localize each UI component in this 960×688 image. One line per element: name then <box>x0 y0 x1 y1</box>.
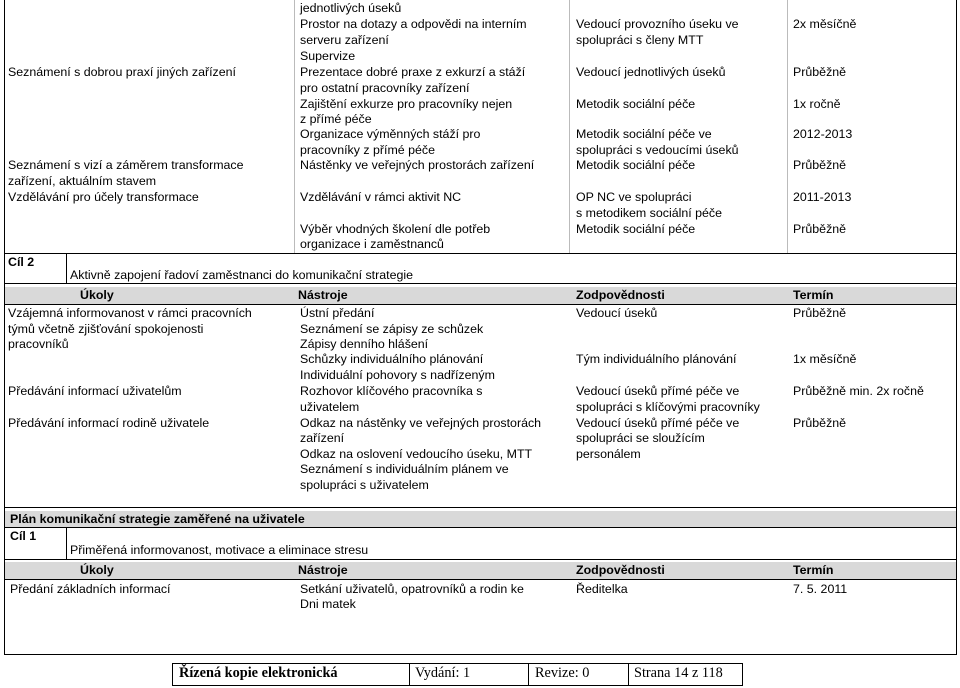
responsibility-line: spolupráci s klíčovými pracovníky <box>576 400 760 414</box>
task-cell: pracovníků <box>8 337 69 351</box>
term-cell: 2011-2013 <box>793 190 852 204</box>
term-cell: Průběžně min. 2x ročně <box>793 384 924 398</box>
tools-line: Setkání uživatelů, opatrovníků a rodin ke <box>300 582 524 596</box>
responsibility-line: OP NC ve spolupráci <box>576 190 692 204</box>
term-cell: Průběžně <box>793 416 847 430</box>
header-tasks: Úkoly <box>80 563 114 577</box>
rule <box>4 507 957 508</box>
tools-line: Zajištění exkurze pro pracovníky nejen <box>300 97 513 111</box>
tools-line: Výběr vhodných školení dle potřeb <box>300 222 491 236</box>
task-cell: zařízení, aktuálním stavem <box>8 174 157 188</box>
term-cell: 2x měsíčně <box>793 17 857 31</box>
tools-line: Seznámení se zápisy ze schůzek <box>300 322 484 336</box>
tools-line: Prostor na dotazy a odpovědi na interním <box>300 17 527 31</box>
document-footer <box>172 663 743 686</box>
plan-title: Plán komunikační strategie zaměřené na uživatele <box>10 512 305 526</box>
responsibility-line: spolupráci s vedoucími úseků <box>576 143 739 157</box>
col-sep <box>787 0 788 253</box>
tools-line: Schůzky individuálního plánování <box>300 352 484 366</box>
responsibility-line: Metodik sociální péče <box>576 97 696 111</box>
tools-line: pro ostatní pracovníky zařízení <box>300 81 470 95</box>
responsibility-line: Metodik sociální péče <box>576 158 696 172</box>
term-cell: Průběžně <box>793 306 847 320</box>
responsibility-line: Vedoucí jednotlivých úseků <box>576 65 726 79</box>
tools-line: Prezentace dobré praxe z exkurzí a stáží <box>300 65 526 79</box>
tools-line: Vzdělávání v rámci aktivit NC <box>300 190 462 204</box>
col-sep <box>294 0 295 253</box>
header-term: Termín <box>793 288 834 302</box>
tools-line: Organizace výměnných stáží pro <box>300 127 481 141</box>
tools-line: zařízení <box>300 431 345 445</box>
header-tools: Nástroje <box>298 563 348 577</box>
tools-line: serveru zařízení <box>300 33 389 47</box>
task-cell: Seznámení s vizí a záměrem transformace <box>8 158 244 172</box>
rule <box>4 304 957 305</box>
term-cell: Průběžně <box>793 222 847 236</box>
col-sep <box>569 0 570 253</box>
table-right-border <box>956 0 957 654</box>
footer-divider <box>409 664 410 685</box>
header-responsibilities: Zodpovědnosti <box>576 288 665 302</box>
term-cell: Průběžně <box>793 65 847 79</box>
responsibility-line: Vedoucí úseků přímé péče ve <box>576 384 740 398</box>
term-cell: Průběžně <box>793 158 847 172</box>
header-tools: Nástroje <box>298 288 348 302</box>
task-cell: Předávání informací uživatelům <box>8 384 182 398</box>
tools-line: Nástěnky ve veřejných prostorách zařízení <box>300 158 535 172</box>
responsibility-line: Tým individuálního plánování <box>576 352 737 366</box>
responsibility-line: personálem <box>576 447 641 461</box>
tools-line: Supervize <box>300 49 356 63</box>
footer-title: Řízená kopie elektronická <box>179 665 338 681</box>
goal-label-sep <box>66 253 67 283</box>
footer-divider <box>628 664 629 685</box>
term-cell: 1x měsíčně <box>793 352 857 366</box>
goal-label: Cíl 2 <box>8 255 35 269</box>
responsibility-line: Metodik sociální péče <box>576 222 696 236</box>
responsibility-line: Vedoucí provozního úseku ve <box>576 17 739 31</box>
tools-line: jednotlivých úseků <box>300 1 402 15</box>
task-cell: týmů včetně zjišťování spokojenosti <box>8 322 204 336</box>
tools-line: z přímé péče <box>300 112 372 126</box>
tools-line: Seznámení s individuálním plánem ve <box>300 462 509 476</box>
goal-label-sep <box>66 527 67 559</box>
term-cell: 2012-2013 <box>793 127 853 141</box>
responsibility-line: spolupráci se sloužícím <box>576 431 705 445</box>
tools-line: spolupráci s uživatelem <box>300 478 429 492</box>
responsibility-line: Vedoucí úseků přímé péče ve <box>576 416 740 430</box>
header-responsibilities: Zodpovědnosti <box>576 563 665 577</box>
responsibility-line: Metodik sociální péče ve <box>576 127 712 141</box>
responsibility-line: spolupráci s členy MTT <box>576 33 704 47</box>
task-cell: Předání základních informací <box>10 582 171 596</box>
tools-line: Odkaz na oslovení vedoucího úseku, MTT <box>300 447 533 461</box>
tools-line: uživatelem <box>300 400 360 414</box>
rule <box>4 559 957 560</box>
responsibility-line: Vedoucí úseků <box>576 306 658 320</box>
rule <box>4 253 957 254</box>
footer-issue: Vydání: 1 <box>415 665 471 681</box>
tools-line: Dni matek <box>300 597 356 611</box>
goal-label: Cíl 1 <box>10 529 37 543</box>
header-term: Termín <box>793 563 834 577</box>
task-cell: Vzájemná informovanost v rámci pracovních <box>8 306 252 320</box>
responsibility-line: s metodikem sociální péče <box>576 206 723 220</box>
rule <box>4 654 957 655</box>
header-tasks: Úkoly <box>80 288 114 302</box>
task-cell: Seznámení s dobrou praxí jiných zařízení <box>8 65 236 79</box>
goal-text: Aktivně zapojení řadoví zaměstnanci do komunikační strategie <box>70 268 413 282</box>
term-cell: 7. 5. 2011 <box>793 582 848 596</box>
tools-line: pracovníky z přímé péče <box>300 143 435 157</box>
task-cell: Vzdělávání pro účely transformace <box>8 190 199 204</box>
rule <box>4 579 957 580</box>
footer-page: Strana 14 z 118 <box>634 665 723 681</box>
tools-line: organizace i zaměstnanců <box>300 237 444 251</box>
task-cell: Předávání informací rodině uživatele <box>8 416 210 430</box>
tools-line: Ústní předání <box>300 306 375 320</box>
tools-line: Rozhovor klíčového pracovníka s <box>300 384 483 398</box>
responsibility-line: Ředitelka <box>576 582 628 596</box>
term-cell: 1x ročně <box>793 97 841 111</box>
tools-line: Odkaz na nástěnky ve veřejných prostorách <box>300 416 542 430</box>
footer-divider <box>528 664 529 685</box>
footer-revision: Revize: 0 <box>535 665 590 681</box>
goal-text: Přiměřená informovanost, motivace a eliminace stresu <box>70 543 369 557</box>
tools-line: Zápisy denního hlášení <box>300 337 429 351</box>
tools-line: Individuální pohovory s nadřízeným <box>300 368 495 382</box>
table-left-border <box>4 0 5 654</box>
